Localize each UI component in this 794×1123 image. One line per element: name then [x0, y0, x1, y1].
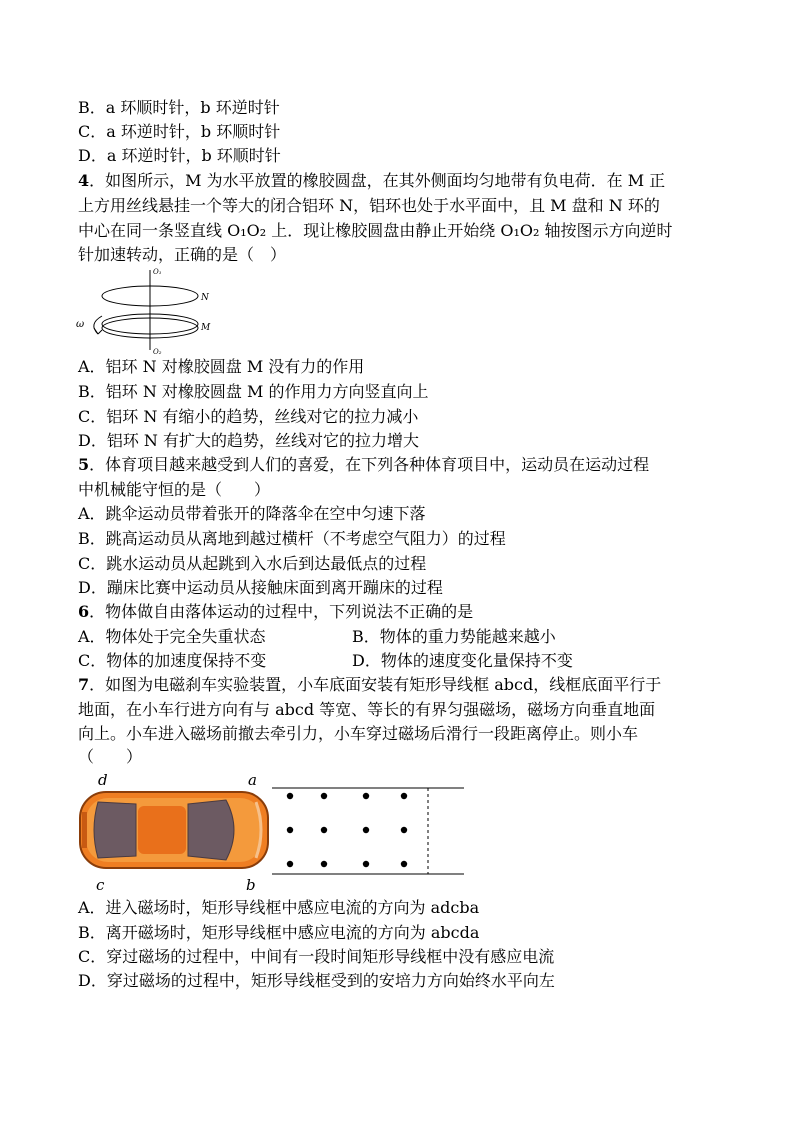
q7-option-c: C．穿过磁场的过程中，中间有一段时间矩形导线框中没有感应电流: [78, 947, 555, 966]
q4-stem-line-1: 4．如图所示，M 为水平放置的橡胶圆盘，在其外侧面均匀地带有负电荷．在 M 正: [78, 171, 666, 190]
label-o1: O₁: [153, 268, 162, 276]
q5-option-b: B．跳高运动员从离地到越过横杆（不考虑空气阻力）的过程: [78, 529, 506, 548]
q4-stem-line-4: 针加速转动，正确的是（ ）: [78, 245, 287, 264]
label-o2: O₂: [153, 348, 162, 356]
q4-option-c: C．铝环 N 有缩小的趋势，丝线对它的拉力减小: [78, 407, 419, 426]
q6-option-c: C．物体的加速度保持不变: [78, 651, 267, 670]
q4-stem-line-2: 上方用丝线悬挂一个等大的闭合铝环 N，铝环也处于水平面中，且 M 盘和 N 环的: [78, 196, 660, 215]
q6-number: 6: [78, 602, 90, 621]
label-d: d: [98, 771, 108, 789]
car: [80, 792, 268, 868]
q3-option-d: D．a 环逆时针，b 环顺时针: [78, 146, 281, 165]
q5-stem-line-2: 中机械能守恒的是（ ）: [78, 480, 271, 499]
q4-option-a: A．铝环 N 对橡胶圆盘 M 没有力的作用: [78, 357, 365, 376]
q5-option-d: D．蹦床比赛中运动员从接触床面到离开蹦床的过程: [78, 578, 443, 597]
q4-option-d: D．铝环 N 有扩大的趋势，丝线对它的拉力增大: [78, 431, 420, 450]
q7-option-a: A．进入磁场时，矩形导线框中感应电流的方向为 adcba: [78, 898, 480, 917]
q3-option-c: C．a 环逆时针，b 环顺时针: [78, 122, 281, 141]
q5-option-c: C．跳水运动员从起跳到入水后到达最低点的过程: [78, 554, 427, 573]
q7-number: 7: [78, 675, 90, 694]
label-m: M: [201, 323, 211, 333]
q7-figure-car-and-field: [76, 768, 468, 894]
q5-stem-line-1: 5．体育项目越来越受到人们的喜爱，在下列各种体育项目中，运动员在运动过程: [78, 455, 650, 474]
label-b: b: [246, 876, 256, 894]
q4-figure-disc-and-ring: [72, 264, 232, 356]
q6-option-b: B．物体的重力势能越来越小: [352, 627, 556, 646]
label-n: N: [201, 293, 209, 303]
q4-option-b: B．铝环 N 对橡胶圆盘 M 的作用力方向竖直向上: [78, 382, 429, 401]
q7-option-d: D．穿过磁场的过程中，矩形导线框受到的安培力方向始终水平向左: [78, 971, 555, 990]
q7-stem-line-3: 向上。小车进入磁场前撤去牵引力，小车穿过磁场后滑行一段距离停止。则小车: [78, 724, 639, 743]
q4-number: 4: [78, 171, 90, 190]
q7-stem-line-2: 地面，在小车行进方向有与 abcd 等宽、等长的有界匀强磁场，磁场方向垂直地面: [78, 700, 656, 719]
q3-option-b: B．a 环顺时针，b 环逆时针: [78, 98, 280, 117]
label-omega: ω: [76, 319, 85, 330]
q7-option-b: B．离开磁场时，矩形导线框中感应电流的方向为 abcda: [78, 923, 480, 942]
q7-stem-line-1: 7．如图为电磁刹车实验装置，小车底面安装有矩形导线框 abcd，线框底面平行于: [78, 675, 662, 694]
q6-stem: 6．物体做自由落体运动的过程中，下列说法不正确的是: [78, 602, 474, 621]
q4-stem-line-3: 中心在同一条竖直线 O₁O₂ 上．现让橡胶圆盘由静止开始绕 O₁O₂ 轴按图示方向逆时: [78, 221, 673, 240]
label-a: a: [248, 771, 257, 789]
q5-number: 5: [78, 455, 90, 474]
label-c: c: [96, 876, 105, 894]
q6-option-d: D．物体的速度变化量保持不变: [352, 651, 573, 670]
q5-option-a: A．跳伞运动员带着张开的降落伞在空中匀速下落: [78, 504, 426, 523]
field-dots: [287, 793, 407, 867]
q6-option-a: A．物体处于完全失重状态: [78, 627, 266, 646]
q7-stem-line-4: （ ）: [78, 747, 143, 766]
